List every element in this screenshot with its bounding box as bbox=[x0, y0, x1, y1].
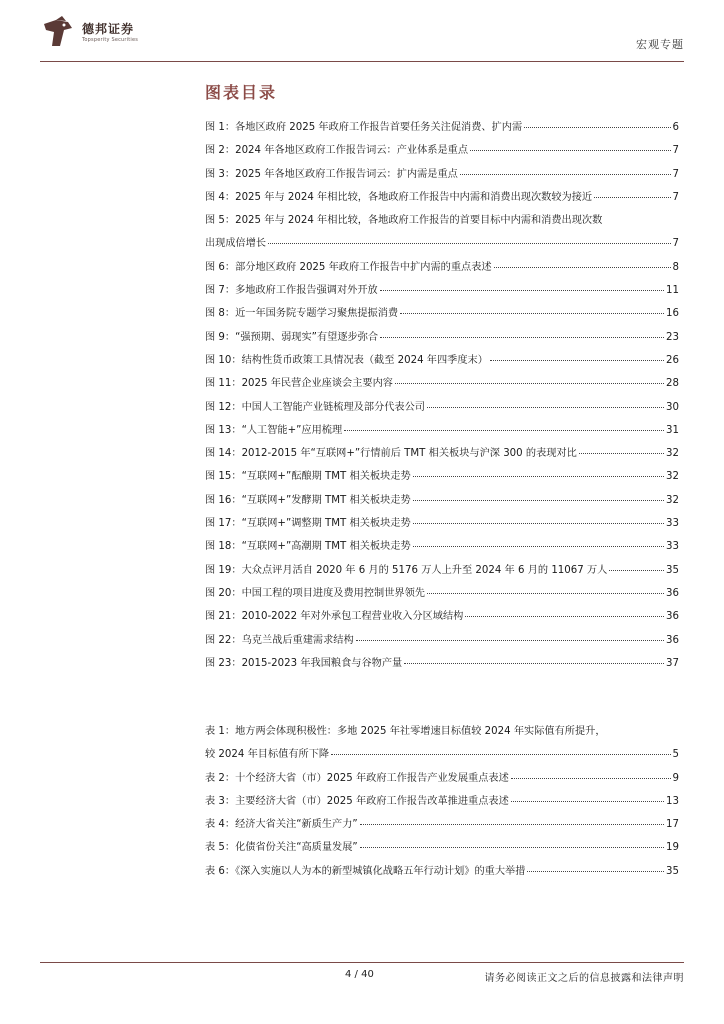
figure-entry[interactable] bbox=[205, 512, 679, 535]
dot-leader bbox=[360, 847, 664, 848]
dot-leader bbox=[395, 383, 664, 384]
figure-title: 图 23：2015-2023 年我国粮食与谷物产量 bbox=[205, 657, 403, 669]
figure-entry[interactable] bbox=[205, 442, 679, 465]
table-title: 表 4：经济大省关注“新质生产力” bbox=[205, 819, 358, 831]
dot-leader bbox=[413, 476, 664, 477]
figure-title: 图 16：“互联网+”发酵期 TMT 相关板块走势 bbox=[205, 494, 411, 506]
figure-page: 6 bbox=[672, 122, 679, 133]
figure-entry[interactable] bbox=[205, 116, 679, 139]
figure-page: 35 bbox=[666, 564, 679, 576]
dot-leader bbox=[413, 500, 664, 501]
figure-entry[interactable] bbox=[205, 209, 679, 232]
figure-entry[interactable] bbox=[205, 186, 679, 209]
figure-page: 37 bbox=[666, 657, 679, 669]
figure-entry[interactable] bbox=[205, 326, 679, 349]
figure-entry[interactable] bbox=[205, 465, 679, 488]
figure-page: 31 bbox=[666, 424, 679, 436]
dot-leader bbox=[400, 313, 664, 314]
dot-leader bbox=[380, 337, 664, 338]
figure-entry[interactable] bbox=[205, 605, 679, 628]
figure-entry[interactable] bbox=[205, 139, 679, 162]
figure-page: 16 bbox=[666, 308, 679, 320]
figure-entry[interactable] bbox=[205, 582, 679, 605]
figure-list bbox=[205, 116, 679, 675]
figure-title: 图 11：2025 年民营企业座谈会主要内容 bbox=[205, 378, 393, 390]
figure-title: 图 13：“人工智能+”应用梳理 bbox=[205, 424, 343, 436]
table-entry[interactable] bbox=[205, 836, 679, 859]
figure-page: 7 bbox=[672, 145, 679, 157]
dot-leader bbox=[511, 801, 664, 802]
table-page: 19 bbox=[666, 842, 679, 854]
header-divider bbox=[40, 61, 684, 62]
figure-title: 图 14：2012-2015 年“互联网+”行情前后 TMT 相关板块与沪深 300 的表现对比 bbox=[205, 448, 577, 460]
figure-entry[interactable] bbox=[205, 163, 679, 186]
dot-leader bbox=[413, 523, 664, 524]
figure-entry[interactable] bbox=[205, 302, 679, 325]
table-page: 9 bbox=[672, 772, 679, 784]
table-title: 表 5：化债省份关注“高质量发展” bbox=[205, 842, 358, 854]
figure-title: 图 12：中国人工智能产业链梳理及部分代表公司 bbox=[205, 401, 425, 413]
figure-page: 26 bbox=[666, 354, 679, 366]
figure-page: 28 bbox=[666, 378, 679, 390]
figure-entry[interactable] bbox=[205, 396, 679, 419]
figure-page: 8 bbox=[672, 261, 679, 273]
dot-leader bbox=[470, 150, 671, 151]
figure-page: 36 bbox=[666, 611, 679, 623]
table-page: 13 bbox=[666, 795, 679, 807]
figure-title: 图 21：2010-2022 年对外承包工程营业收入分区域结构 bbox=[205, 611, 464, 623]
figure-title: 图 2：2024 年各地区政府工作报告词云：产业体系是重点 bbox=[205, 145, 469, 157]
table-entry[interactable] bbox=[205, 767, 679, 790]
table-entry-continued[interactable] bbox=[205, 743, 679, 766]
figure-title: 图 15：“互联网+”酝酿期 TMT 相关板块走势 bbox=[205, 471, 411, 483]
dot-leader bbox=[344, 430, 664, 431]
figure-title: 图 5：2025 年与 2024 年相比较，各地政府工作报告的首要目标中内需和消费出现次数 bbox=[205, 215, 603, 227]
table-page: 35 bbox=[666, 865, 679, 877]
dot-leader bbox=[494, 267, 671, 268]
figure-title: 图 17：“互联网+”调整期 TMT 相关板块走势 bbox=[205, 518, 411, 530]
table-title: 表 6：《深入实施以人为本的新型城镇化战略五年行动计划》的重大举措 bbox=[205, 865, 526, 877]
figure-entry[interactable] bbox=[205, 349, 679, 372]
figure-entry[interactable] bbox=[205, 279, 679, 302]
table-title-continued: 较 2024 年目标值有所下降 bbox=[205, 749, 330, 761]
page-header bbox=[40, 14, 684, 62]
brand-logo-icon bbox=[40, 16, 76, 50]
figure-entry[interactable] bbox=[205, 652, 679, 675]
table-page: 5 bbox=[672, 749, 679, 761]
figure-entry[interactable] bbox=[205, 372, 679, 395]
dot-leader bbox=[404, 663, 664, 664]
figure-title: 图 10：结构性货币政策工具情况表（截至 2024 年四季度末） bbox=[205, 354, 488, 366]
toc-title: 图表目录 bbox=[205, 83, 278, 102]
dot-leader bbox=[465, 616, 664, 617]
figure-entry[interactable] bbox=[205, 256, 679, 279]
dot-leader bbox=[579, 453, 664, 454]
table-entry[interactable] bbox=[205, 790, 679, 813]
figure-page: 33 bbox=[666, 518, 679, 530]
dot-leader bbox=[490, 360, 664, 361]
dot-leader bbox=[609, 570, 664, 571]
figure-page: 32 bbox=[666, 471, 679, 483]
dot-leader bbox=[268, 243, 670, 244]
figure-entry[interactable] bbox=[205, 535, 679, 558]
figure-page: 33 bbox=[666, 541, 679, 553]
table-title: 表 1：地方两会体现积极性：多地 2025 年社零增速目标值较 2024 年实际值有所提升， bbox=[205, 726, 606, 737]
figure-page: 7 bbox=[672, 168, 679, 180]
figure-entry[interactable] bbox=[205, 419, 679, 442]
disclaimer: 请务必阅读正文之后的信息披露和法律声明 bbox=[484, 973, 684, 984]
figure-page: 36 bbox=[666, 634, 679, 646]
figure-page: 7 bbox=[672, 238, 679, 250]
figure-title: 图 1：各地区政府 2025 年政府工作报告首要任务关注促消费、扩内需 bbox=[205, 122, 523, 133]
footer-divider bbox=[40, 962, 684, 963]
table-list bbox=[205, 720, 679, 883]
dot-leader bbox=[331, 754, 670, 755]
table-title: 表 2：十个经济大省（市）2025 年政府工作报告产业发展重点表述 bbox=[205, 772, 509, 784]
dot-leader bbox=[380, 290, 664, 291]
dot-leader bbox=[511, 778, 671, 779]
figure-entry[interactable] bbox=[205, 629, 679, 652]
figure-page: 32 bbox=[666, 494, 679, 506]
figure-title: 图 3：2025 年各地区政府工作报告词云：扩内需是重点 bbox=[205, 168, 458, 180]
dot-leader bbox=[356, 640, 664, 641]
dot-leader bbox=[413, 546, 664, 547]
dot-leader bbox=[594, 197, 670, 198]
figure-title: 图 18：“互联网+”高潮期 TMT 相关板块走势 bbox=[205, 541, 411, 553]
figure-title: 图 19：大众点评月活自 2020 年 6 月的 5176 万人上升至 2024 年 6 月的 11067 万人 bbox=[205, 564, 608, 576]
dot-leader bbox=[527, 871, 664, 872]
figure-entry[interactable] bbox=[205, 559, 679, 582]
figure-entry-continued[interactable] bbox=[205, 232, 679, 255]
figure-page: 36 bbox=[666, 587, 679, 599]
document-type: 宏观专题 bbox=[636, 38, 684, 51]
figure-title: 图 7：多地政府工作报告强调对外开放 bbox=[205, 285, 378, 297]
table-title: 表 3：主要经济大省（市）2025 年政府工作报告改革推进重点表述 bbox=[205, 795, 509, 807]
figure-page: 32 bbox=[666, 448, 679, 460]
figure-title: 图 20：中国工程的项目进度及费用控制世界领先 bbox=[205, 587, 425, 599]
dot-leader bbox=[427, 407, 664, 408]
table-entry[interactable] bbox=[205, 813, 679, 836]
table-page: 17 bbox=[666, 819, 679, 831]
figure-page: 11 bbox=[666, 285, 679, 297]
dot-leader bbox=[460, 174, 671, 175]
dot-leader bbox=[427, 593, 664, 594]
figure-entry[interactable] bbox=[205, 489, 679, 512]
figure-title: 图 4：2025 年与 2024 年相比较，各地政府工作报告中内需和消费出现次数较为接近 bbox=[205, 191, 593, 203]
figure-title: 图 8：近一年国务院专题学习聚焦提振消费 bbox=[205, 308, 399, 320]
brand-logo bbox=[40, 16, 138, 50]
figure-page: 23 bbox=[666, 331, 679, 343]
figure-page: 7 bbox=[672, 191, 679, 203]
figure-title: 图 6：部分地区政府 2025 年政府工作报告中扩内需的重点表述 bbox=[205, 261, 492, 273]
table-entry[interactable] bbox=[205, 720, 679, 743]
figure-page: 30 bbox=[666, 401, 679, 413]
page-number: 4 / 40 bbox=[345, 969, 374, 980]
brand-name-cn: 德邦证券 bbox=[82, 22, 135, 36]
figure-title: 图 9：“强预期、弱现实”有望逐步弥合 bbox=[205, 331, 379, 343]
figure-title-continued: 出现成倍增长 bbox=[205, 238, 267, 250]
dot-leader bbox=[524, 127, 670, 128]
brand-name-en: Topsperity Securities bbox=[82, 37, 139, 43]
dot-leader bbox=[360, 824, 664, 825]
table-entry[interactable] bbox=[205, 860, 679, 883]
figure-title: 图 22：乌克兰战后重建需求结构 bbox=[205, 634, 354, 646]
